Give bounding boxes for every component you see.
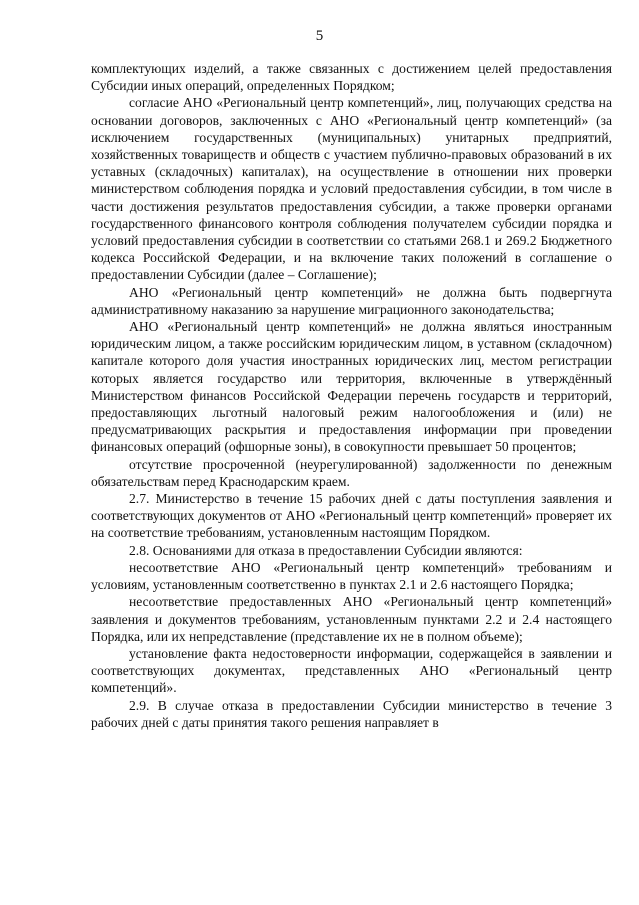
paragraph-7: 2.8. Основаниями для отказа в предоставлении Субсидии являются: [129, 542, 523, 558]
paragraph-8: несоответствие АНО «Региональный центр компетенций» требованиям и условиям, установленным соответственно в пунктах 2.1 и 2.6 настоящего Порядка; [91, 559, 612, 593]
paragraph-2: согласие АНО «Региональный центр компетенций», лиц, получающих средства на основании договоров, заключенных с АНО «Региональный центр компетенций» (за исключением государственных (муниципальных) унитарных предприятий, хозяйственных товариществ и обществ с участием публично-правовых образований в их уставных (складочных) капиталах), на осуществление в отношении них проверки министерством соблюдения порядка и условий предоставления субсидии, в том числе в части достижения результатов предоставления субсидии, а также проверки органами государственного финансового контроля соблюдения получателем субсидии порядка и условий предоставления субсидии в соответствии со статьями 268.1 и 269.2 Бюджетного кодекса Российской Федерации, и на включение таких положений в соглашение о предоставлении Субсидии (далее – Соглашение); [91, 95, 612, 283]
paragraph-10: установление факта недостоверности информации, содержащейся в заявлении и соответствующих документах, представленных АНО «Региональный центр компетенций». [91, 645, 612, 696]
paragraph-11: 2.9. В случае отказа в предоставлении Субсидии министерство в течение 3 рабочих дней с даты принятия такого решения направляет в [91, 697, 612, 730]
paragraph-6: 2.7. Министерство в течение 15 рабочих дней с даты поступления заявления и соответствующих документов от АНО «Региональный центр компетенций» проверяет их на соответствие требованиям, установленным настоящим Порядком. [91, 491, 612, 541]
paragraph-9: несоответствие предоставленных АНО «Региональный центр компетенций» заявления и документов требованиям, установленным пунктами 2.2 и 2.4 настоящего Порядка, или их непредставление (представление их не в полном объеме); [91, 594, 612, 644]
document-body [91, 60, 612, 731]
paragraph-5: отсутствие просроченной (неурегулированной) задолженности по денежным обязательствам перед Краснодарским краем. [91, 456, 612, 489]
paragraph-1: комплектующих изделий, а также связанных с достижением целей предоставления Субсидии иных операций, определенных Порядком; [91, 61, 612, 94]
paragraph-4: АНО «Региональный центр компетенций» не должна являться иностранным юридическим лицом, а также российским юридическим лицом, в уставном (складочном) капитале которого доля участия иностранных юридических лиц, местом регистрации которых является государство или территория, включенные в утверждённый Министерством финансов Российской Федерации перечень государств и территорий, предоставляющих льготный налоговый режим налогообложения и (или) не предусматривающих раскрытия и предоставления информации при проведении финансовых операций (офшорные зоны), в совокупности превышает 50 процентов; [91, 319, 612, 455]
page-number: 5 [315, 28, 324, 44]
paragraph-3: АНО «Региональный центр компетенций» не должна быть подвергнута административному наказанию за нарушение миграционного законодательства; [91, 284, 612, 317]
